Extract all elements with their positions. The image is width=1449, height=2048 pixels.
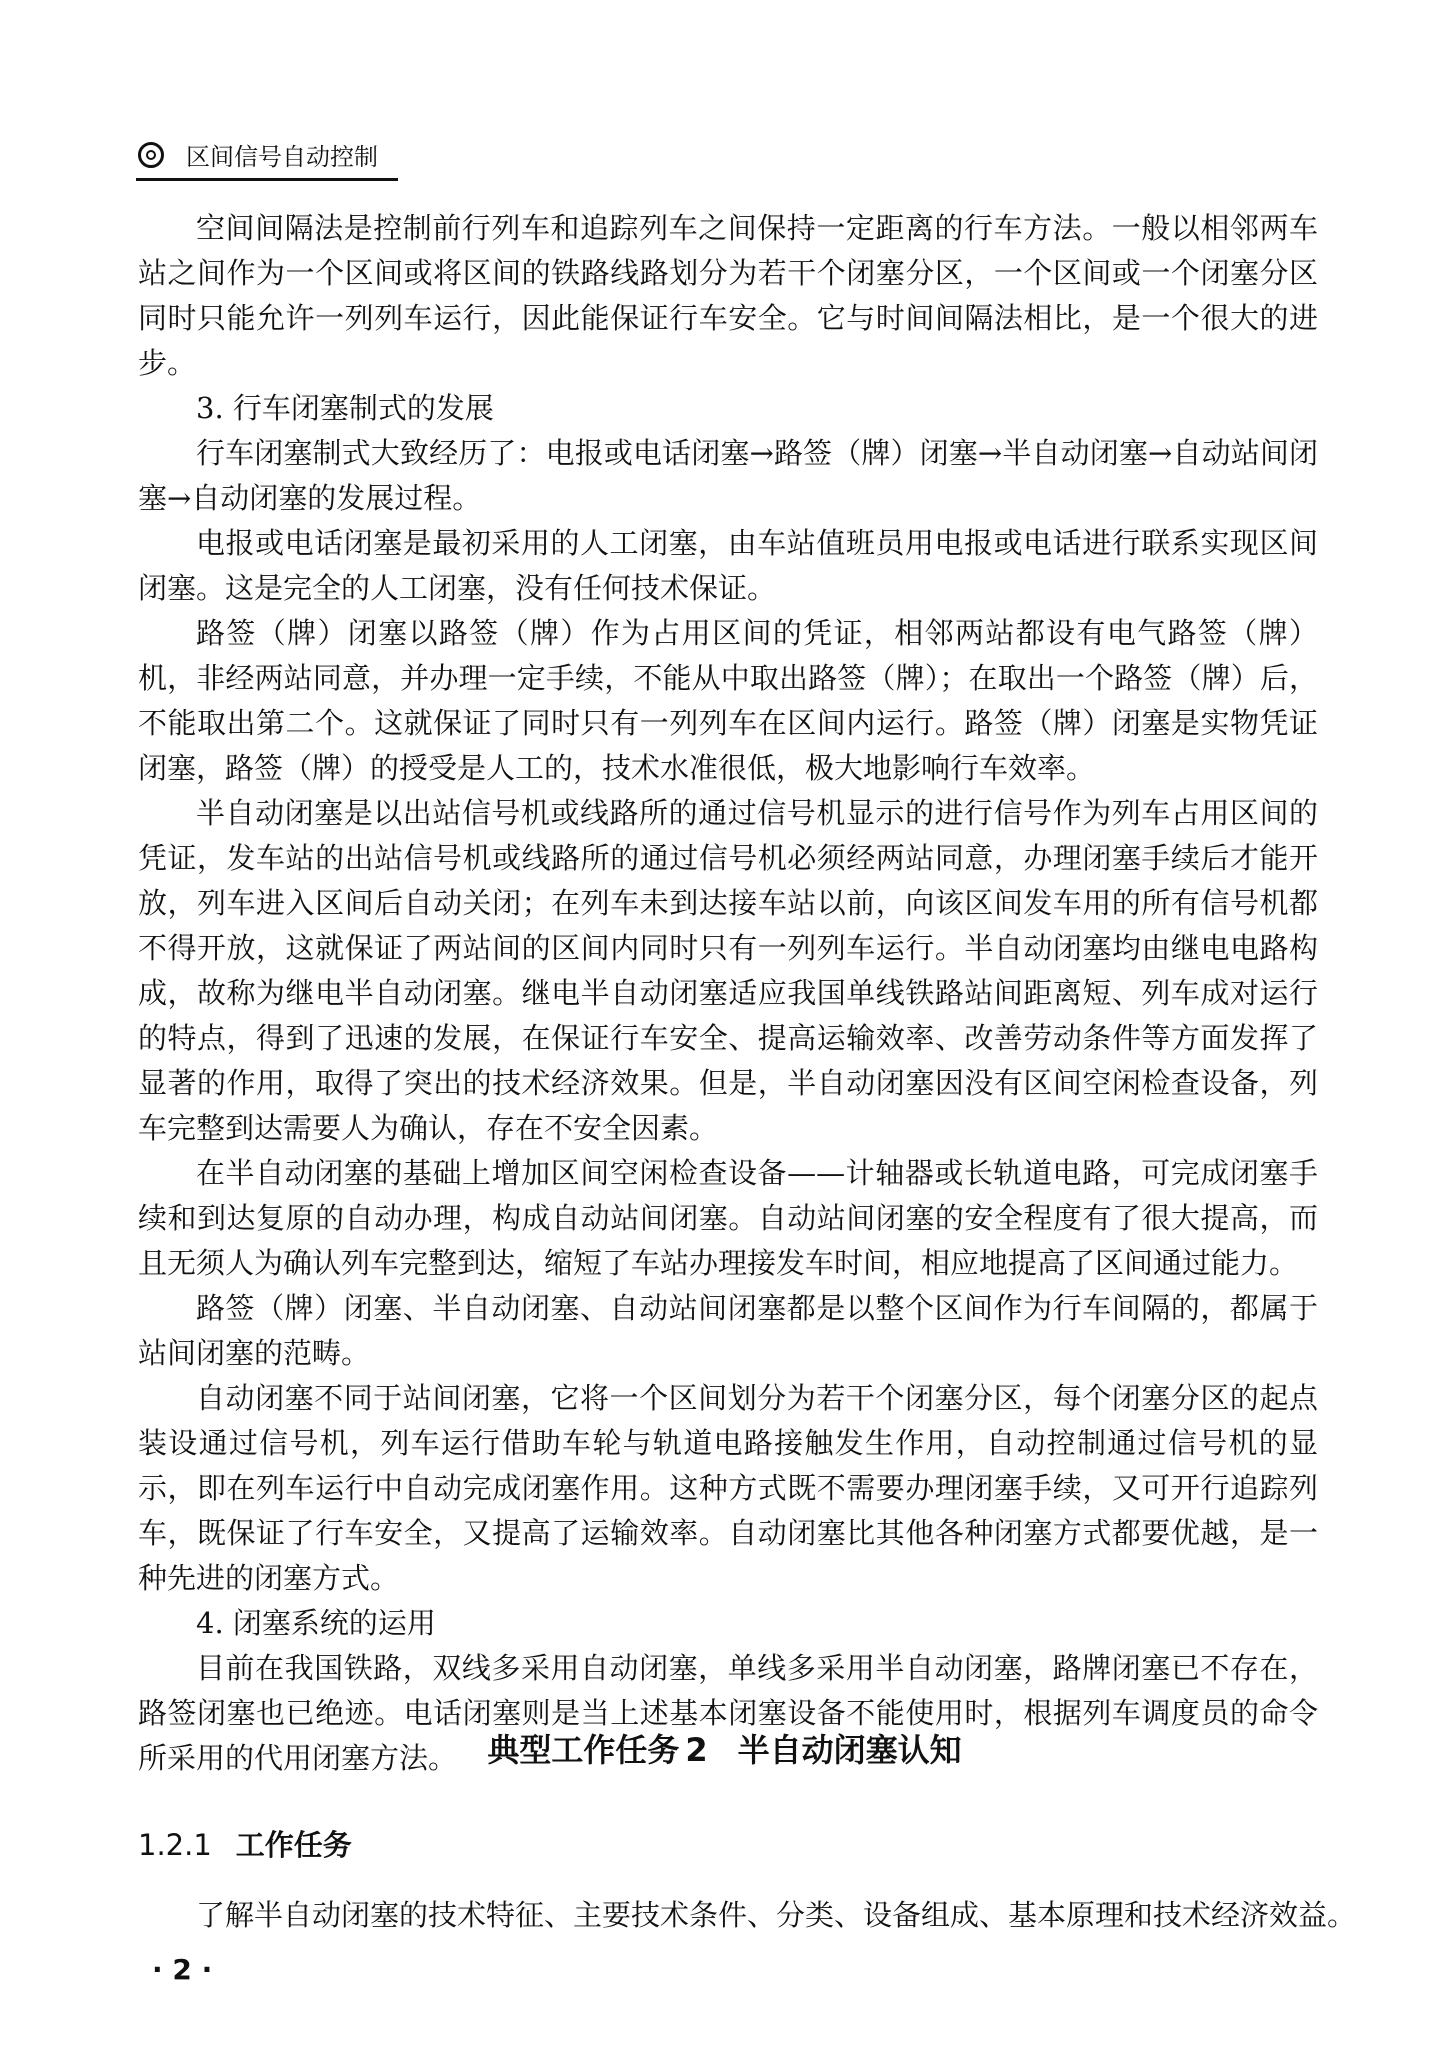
subsection-number: 1.2.1 xyxy=(138,1828,212,1862)
paragraph: 空间间隔法是控制前行列车和追踪列车之间保持一定距离的行车方法。一般以相邻两车站之间作为一个区间或将区间的铁路线路划分为若干个闭塞分区，一个区间或一个闭塞分区同时只能允许一列列车运行，因此能保证行车安全。它与时间间隔法相比，是一个很大的进步。 xyxy=(138,211,1318,380)
section-title xyxy=(0,1730,1449,1770)
page-number: · 2 · xyxy=(152,1953,213,1986)
task-description: 了解半自动闭塞的技术特征、主要技术条件、分类、设备组成、基本原理和技术经济效益。 xyxy=(196,1898,1357,1932)
paragraph: 电报或电话闭塞是最初采用的人工闭塞，由车站值班员用电报或电话进行联系实现区间闭塞。这是完全的人工闭塞，没有任何技术保证。 xyxy=(138,526,1318,605)
paragraph: 路签（牌）闭塞以路签（牌）作为占用区间的凭证，相邻两站都设有电气路签（牌）机，非经两站同意，并办理一定手续，不能从中取出路签（牌）；在取出一个路签（牌）后，不能取出第二个。这就保证了同时只有一列列车在区间内运行。路签（牌）闭塞是实物凭证闭塞，路签（牌）的授受是人工的，技术水准很低，极大地影响行车效率。 xyxy=(138,616,1318,785)
paragraph: 行车闭塞制式大致经历了：电报或电话闭塞→路签（牌）闭塞→半自动闭塞→自动站间闭塞→自动闭塞的发展过程。 xyxy=(138,436,1318,515)
paragraph: 路签（牌）闭塞、半自动闭塞、自动站间闭塞都是以整个区间作为行车间隔的，都属于站间闭塞的范畴。 xyxy=(138,1291,1318,1370)
paragraph: 目前在我国铁路，双线多采用自动闭塞，单线多采用半自动闭塞，路牌闭塞已不存在，路签闭塞也已绝迹。电话闭塞则是当上述基本闭塞设备不能使用时，根据列车调度员的命令所采用的代用闭塞方法。 xyxy=(138,1651,1318,1775)
subsection-title xyxy=(138,1826,352,1864)
body-text xyxy=(138,206,1318,1781)
subheading-4: 4. 闭塞系统的运用 xyxy=(196,1606,436,1640)
header-title: 区间信号自动控制 xyxy=(186,143,378,171)
paragraph: 半自动闭塞是以出站信号机或线路所的通过信号机显示的进行信号作为列车占用区间的凭证，发车站的出站信号机或线路所的通过信号机必须经两站同意，办理闭塞手续后才能开放，列车进入区间后自动关闭；在列车未到达接车站以前，向该区间发车用的所有信号机都不得开放，这就保证了两站间的区间内同时只有一列列车运行。半自动闭塞均由继电电路构成，故称为继电半自动闭塞。继电半自动闭塞适应我国单线铁路站间距离短、列车成对运行的特点，得到了迅速的发展，在保证行车安全、提高运输效率、改善劳动条件等方面发挥了显著的作用，取得了突出的技术经济效果。但是，半自动闭塞因没有区间空闲检查设备，列车完整到达需要人为确认，存在不安全因素。 xyxy=(138,796,1318,1145)
subheading-3: 3. 行车闭塞制式的发展 xyxy=(196,391,494,425)
running-header xyxy=(136,138,398,181)
paragraph: 自动闭塞不同于站间闭塞，它将一个区间划分为若干个闭塞分区，每个闭塞分区的起点装设通过信号机，列车运行借助车轮与轨道电路接触发生作用，自动控制通过信号机的显示，即在列车运行中自动完成闭塞作用。这种方式既不需要办理闭塞手续，又可开行追踪列车，既保证了行车安全，又提高了运输效率。自动闭塞比其他各种闭塞方式都要优越，是一种先进的闭塞方式。 xyxy=(138,1381,1318,1595)
subsection-heading: 工作任务 xyxy=(235,1828,352,1862)
section-label: 典型工作任务 xyxy=(487,1731,680,1769)
section-heading: 半自动闭塞认知 xyxy=(737,1731,962,1769)
paragraph: 在半自动闭塞的基础上增加区间空闲检查设备——计轴器或长轨道电路，可完成闭塞手续和到达复原的自动办理，构成自动站间闭塞。自动站间闭塞的安全程度有了很大提高，而且无须人为确认列车完整到达，缩短了车站办理接发车时间，相应地提高了区间通过能力。 xyxy=(138,1156,1318,1280)
section-number: 2 xyxy=(685,1731,708,1769)
target-icon xyxy=(138,142,164,168)
